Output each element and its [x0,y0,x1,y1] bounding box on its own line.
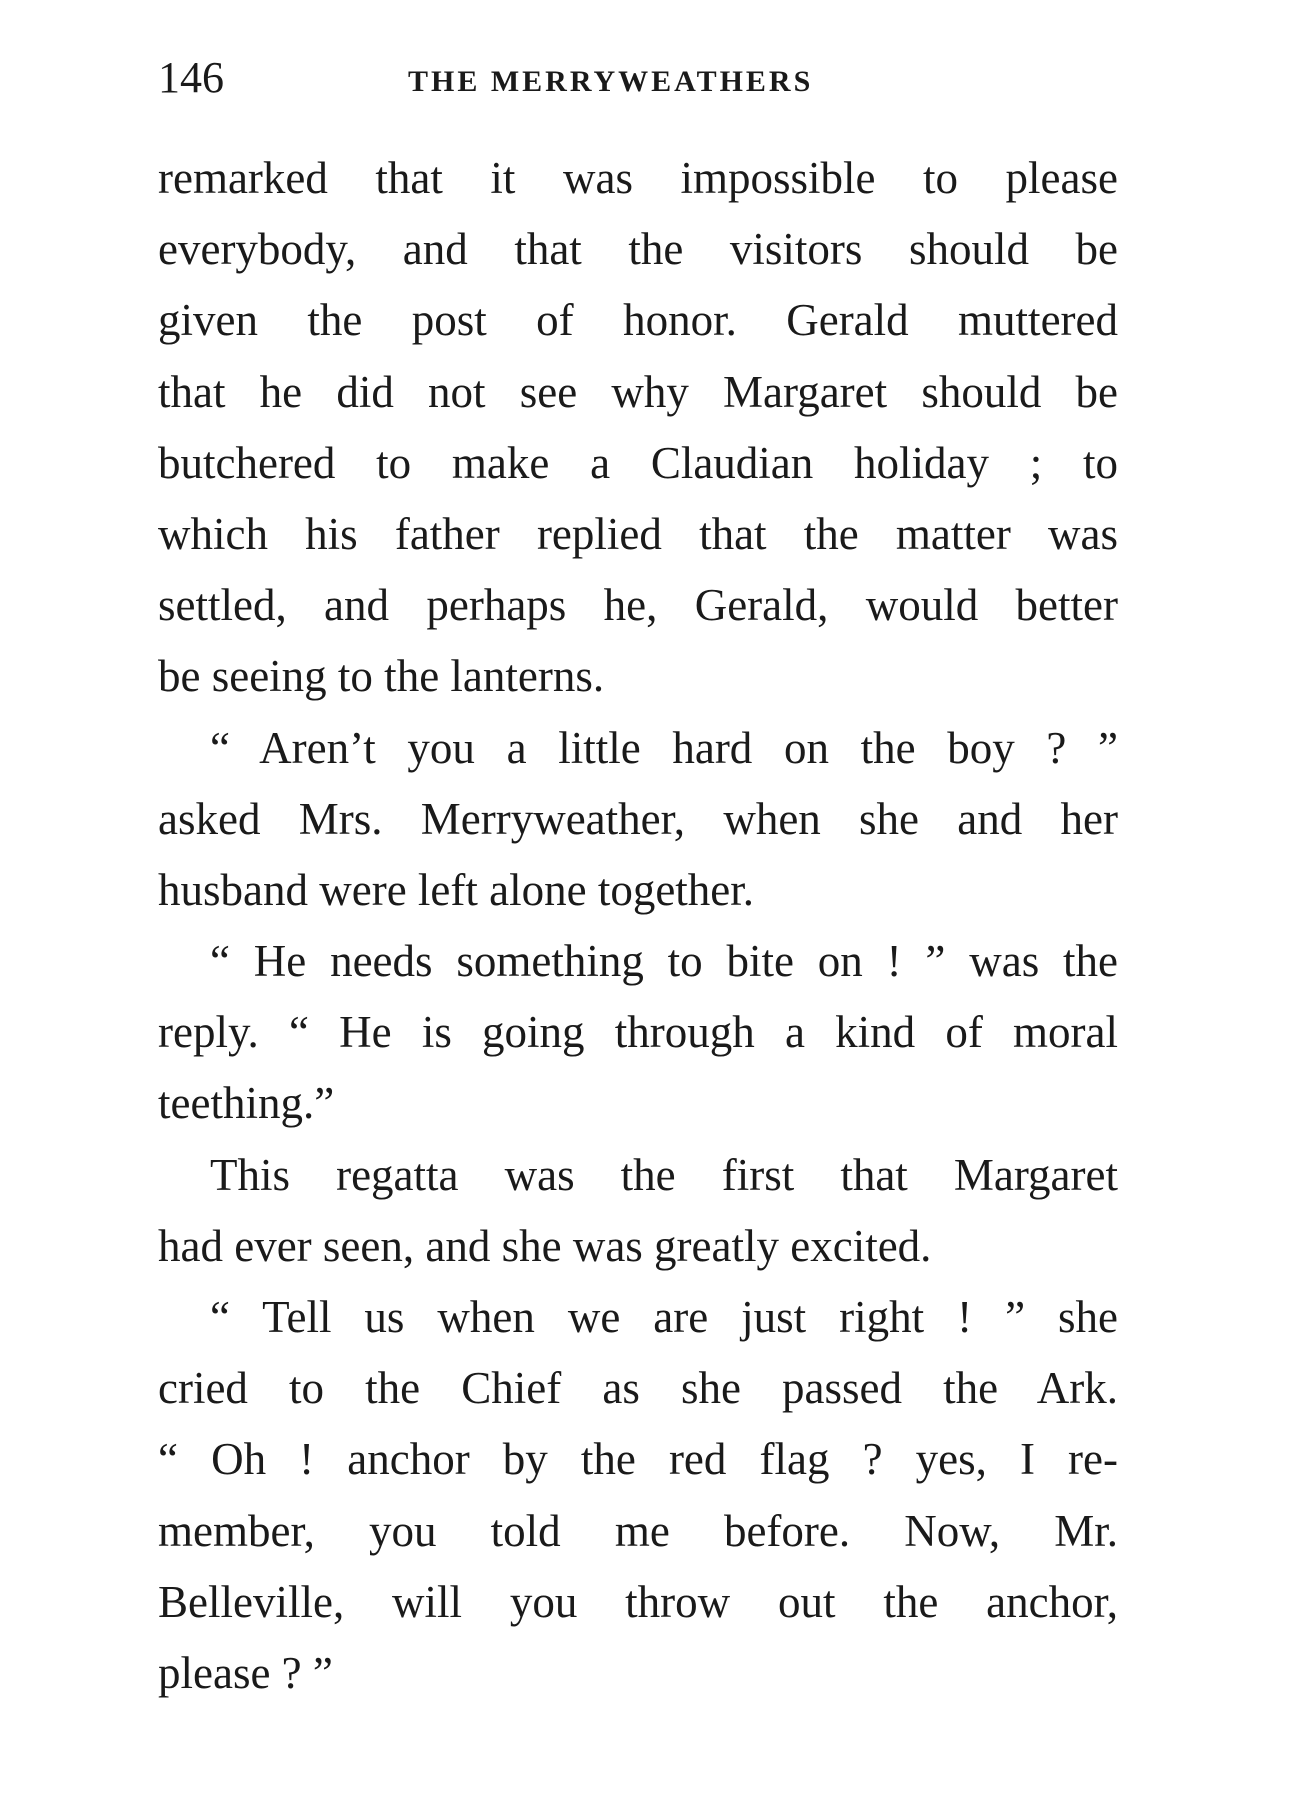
text-line: given the post of honor. Gerald muttered [158,295,1118,346]
page-header [158,48,1118,108]
text-line: “ Aren’t you a little hard on the boy ? ” [210,722,1118,773]
text-line: butchered to make a Claudian holiday ; to [158,437,1118,488]
text-line: “ Tell us when we are just right ! ” she [210,1292,1118,1342]
text-line: had ever seen, and she was greatly excited. [158,1220,932,1271]
text-line: settled, and perhaps he, Gerald, would better [158,580,1118,631]
text-line: please ? ” [158,1647,333,1698]
text-line: “ He needs something to bite on ! ” was the [210,936,1118,987]
text-line: teething.” [158,1078,335,1129]
text-line: that he did not see why Margaret should be [158,366,1118,417]
text-line: husband were left alone together. [158,864,755,915]
text-line: member, you told me before. Now, Mr. [158,1505,1118,1556]
text-line: “ Oh ! anchor by the red flag ? yes, I re- [158,1434,1118,1485]
body-text [158,143,1118,1709]
text-line: be seeing to the lanterns. [158,651,605,702]
running-title: THE MERRYWEATHERS [408,65,814,98]
text-line: This regatta was the first that Margaret [210,1149,1118,1200]
text-line: everybody, and that the visitors should be [158,224,1118,275]
text-line: which his father replied that the matter was [158,508,1118,559]
text-line: Belleville, will you throw out the anchor, [158,1576,1118,1627]
text-line: cried to the Chief as she passed the Ark. [158,1363,1118,1414]
text-line: asked Mrs. Merryweather, when she and her [158,793,1118,844]
text-line: reply. “ He is going through a kind of moral [158,1007,1118,1058]
text-line: remarked that it was impossible to please [158,153,1118,203]
page-number: 146 [158,53,224,102]
